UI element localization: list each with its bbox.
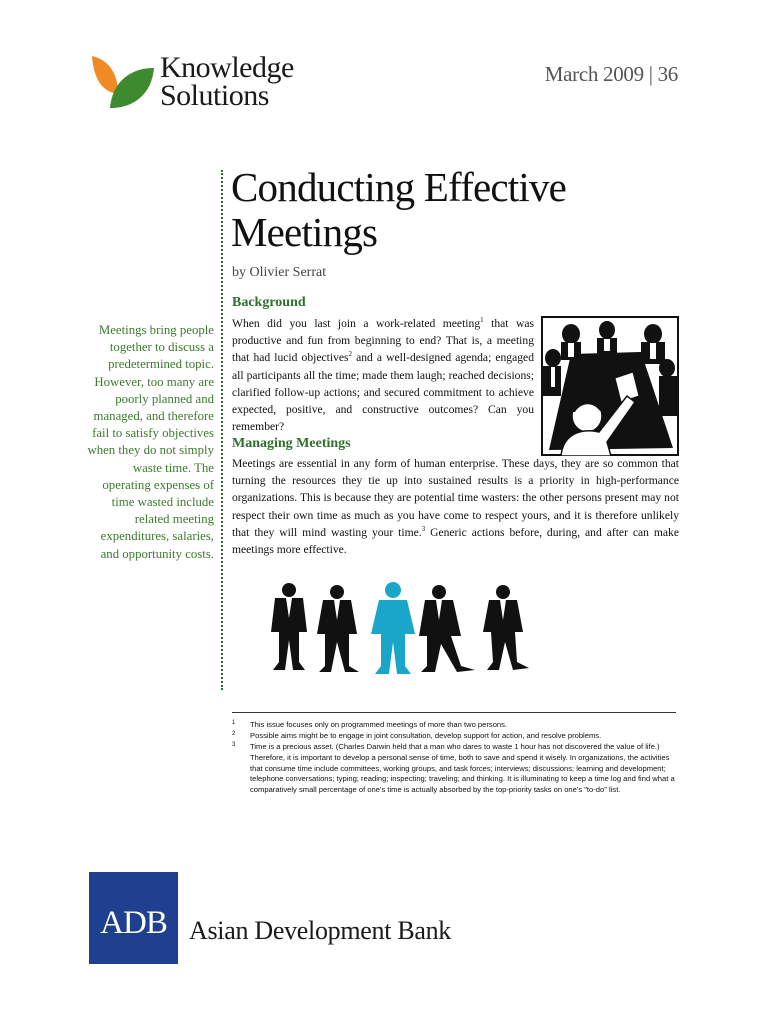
managing-meetings-heading: Managing Meetings — [232, 436, 351, 451]
footnote-text: Possible aims might be to engage in joint consultation, develop support for action, and resolve problems. — [250, 731, 602, 740]
byline: by Olivier Serrat — [232, 265, 327, 280]
leaf-logo-icon — [88, 54, 158, 112]
logo-line-1: Knowledge — [160, 51, 294, 84]
knowledge-solutions-logo — [88, 51, 318, 114]
adb-name: Asian Development Bank — [189, 916, 452, 945]
footnote-2 — [232, 731, 682, 742]
background-heading: Background — [232, 295, 306, 310]
background-paragraph: When did you last join a work-related meeting$^1$ that was productive and fun from beginning to end? That is, a meeting that had lucid objectives$^2$ and a well-designed agenda; engaged all participants all the time; made them laugh; reached decisions; clarified follow-up actions; and secured commitment to achieve expected, positive, and constructive outcomes? Can you remember? — [232, 316, 535, 434]
footnote-number: 3 — [232, 742, 236, 748]
footnote-text: This issue focuses only on programmed meetings of more than two persons. — [250, 720, 508, 729]
business-people-illustration — [265, 582, 535, 677]
footnote-number: 1 — [232, 720, 236, 726]
logo-wordmark — [160, 51, 294, 112]
footnote-1 — [232, 720, 682, 731]
article-title: Conducting Effective Meetings — [231, 164, 567, 255]
footnote-separator — [232, 712, 676, 713]
dotted-divider — [221, 170, 223, 690]
meeting-illustration — [541, 316, 679, 456]
footnote-text: Time is a precious asset. (Charles Darwin held that a man who dares to waste 1 hour has not discovered the value of life.) Therefore, it is important to develop a personal sense of time, both to save and spend it wisely. In organizations, the activities that consume time include committees, working groups, and task forces; interviews; discussions; learning and development; telephone conversations; typing; reading; inspecting; traveling; and thinking. It is illuminating to keep a time log and find what a comparatively small percentage of one's time is actually absorbed by the top-priority tasks on one's "to-do" list. — [250, 742, 675, 795]
pull-quote: Meetings bring people together to discuss a predetermined topic. However, too many are poorly planned and managed, and therefore fail to satisfy objectives when they do not simply waste time. The operating expenses of time wasted include related meeting expenditures, salaries, and opportunity costs. — [87, 323, 214, 561]
adb-logo — [89, 872, 178, 964]
managing-meetings-paragraph: Meetings are essential in any form of human enterprise. These days, they are so common that turning the resources they tie up into sustained results is a priority in high-performance organizations. This is because they are potential time wasters: the other persons present may not respect their own time as much as you have come to respect yours, and it is therefore unlikely that they will mind wasting your time.$^3$ Generic actions before, during, and after can make meetings more effective. — [232, 457, 680, 557]
issue-date: March 2009 | 36 — [544, 62, 678, 86]
footnote-3 — [232, 742, 682, 796]
adb-logo-mark: ADB — [100, 905, 167, 941]
logo-line-2: Solutions — [160, 79, 269, 112]
footnote-number: 2 — [232, 731, 236, 737]
